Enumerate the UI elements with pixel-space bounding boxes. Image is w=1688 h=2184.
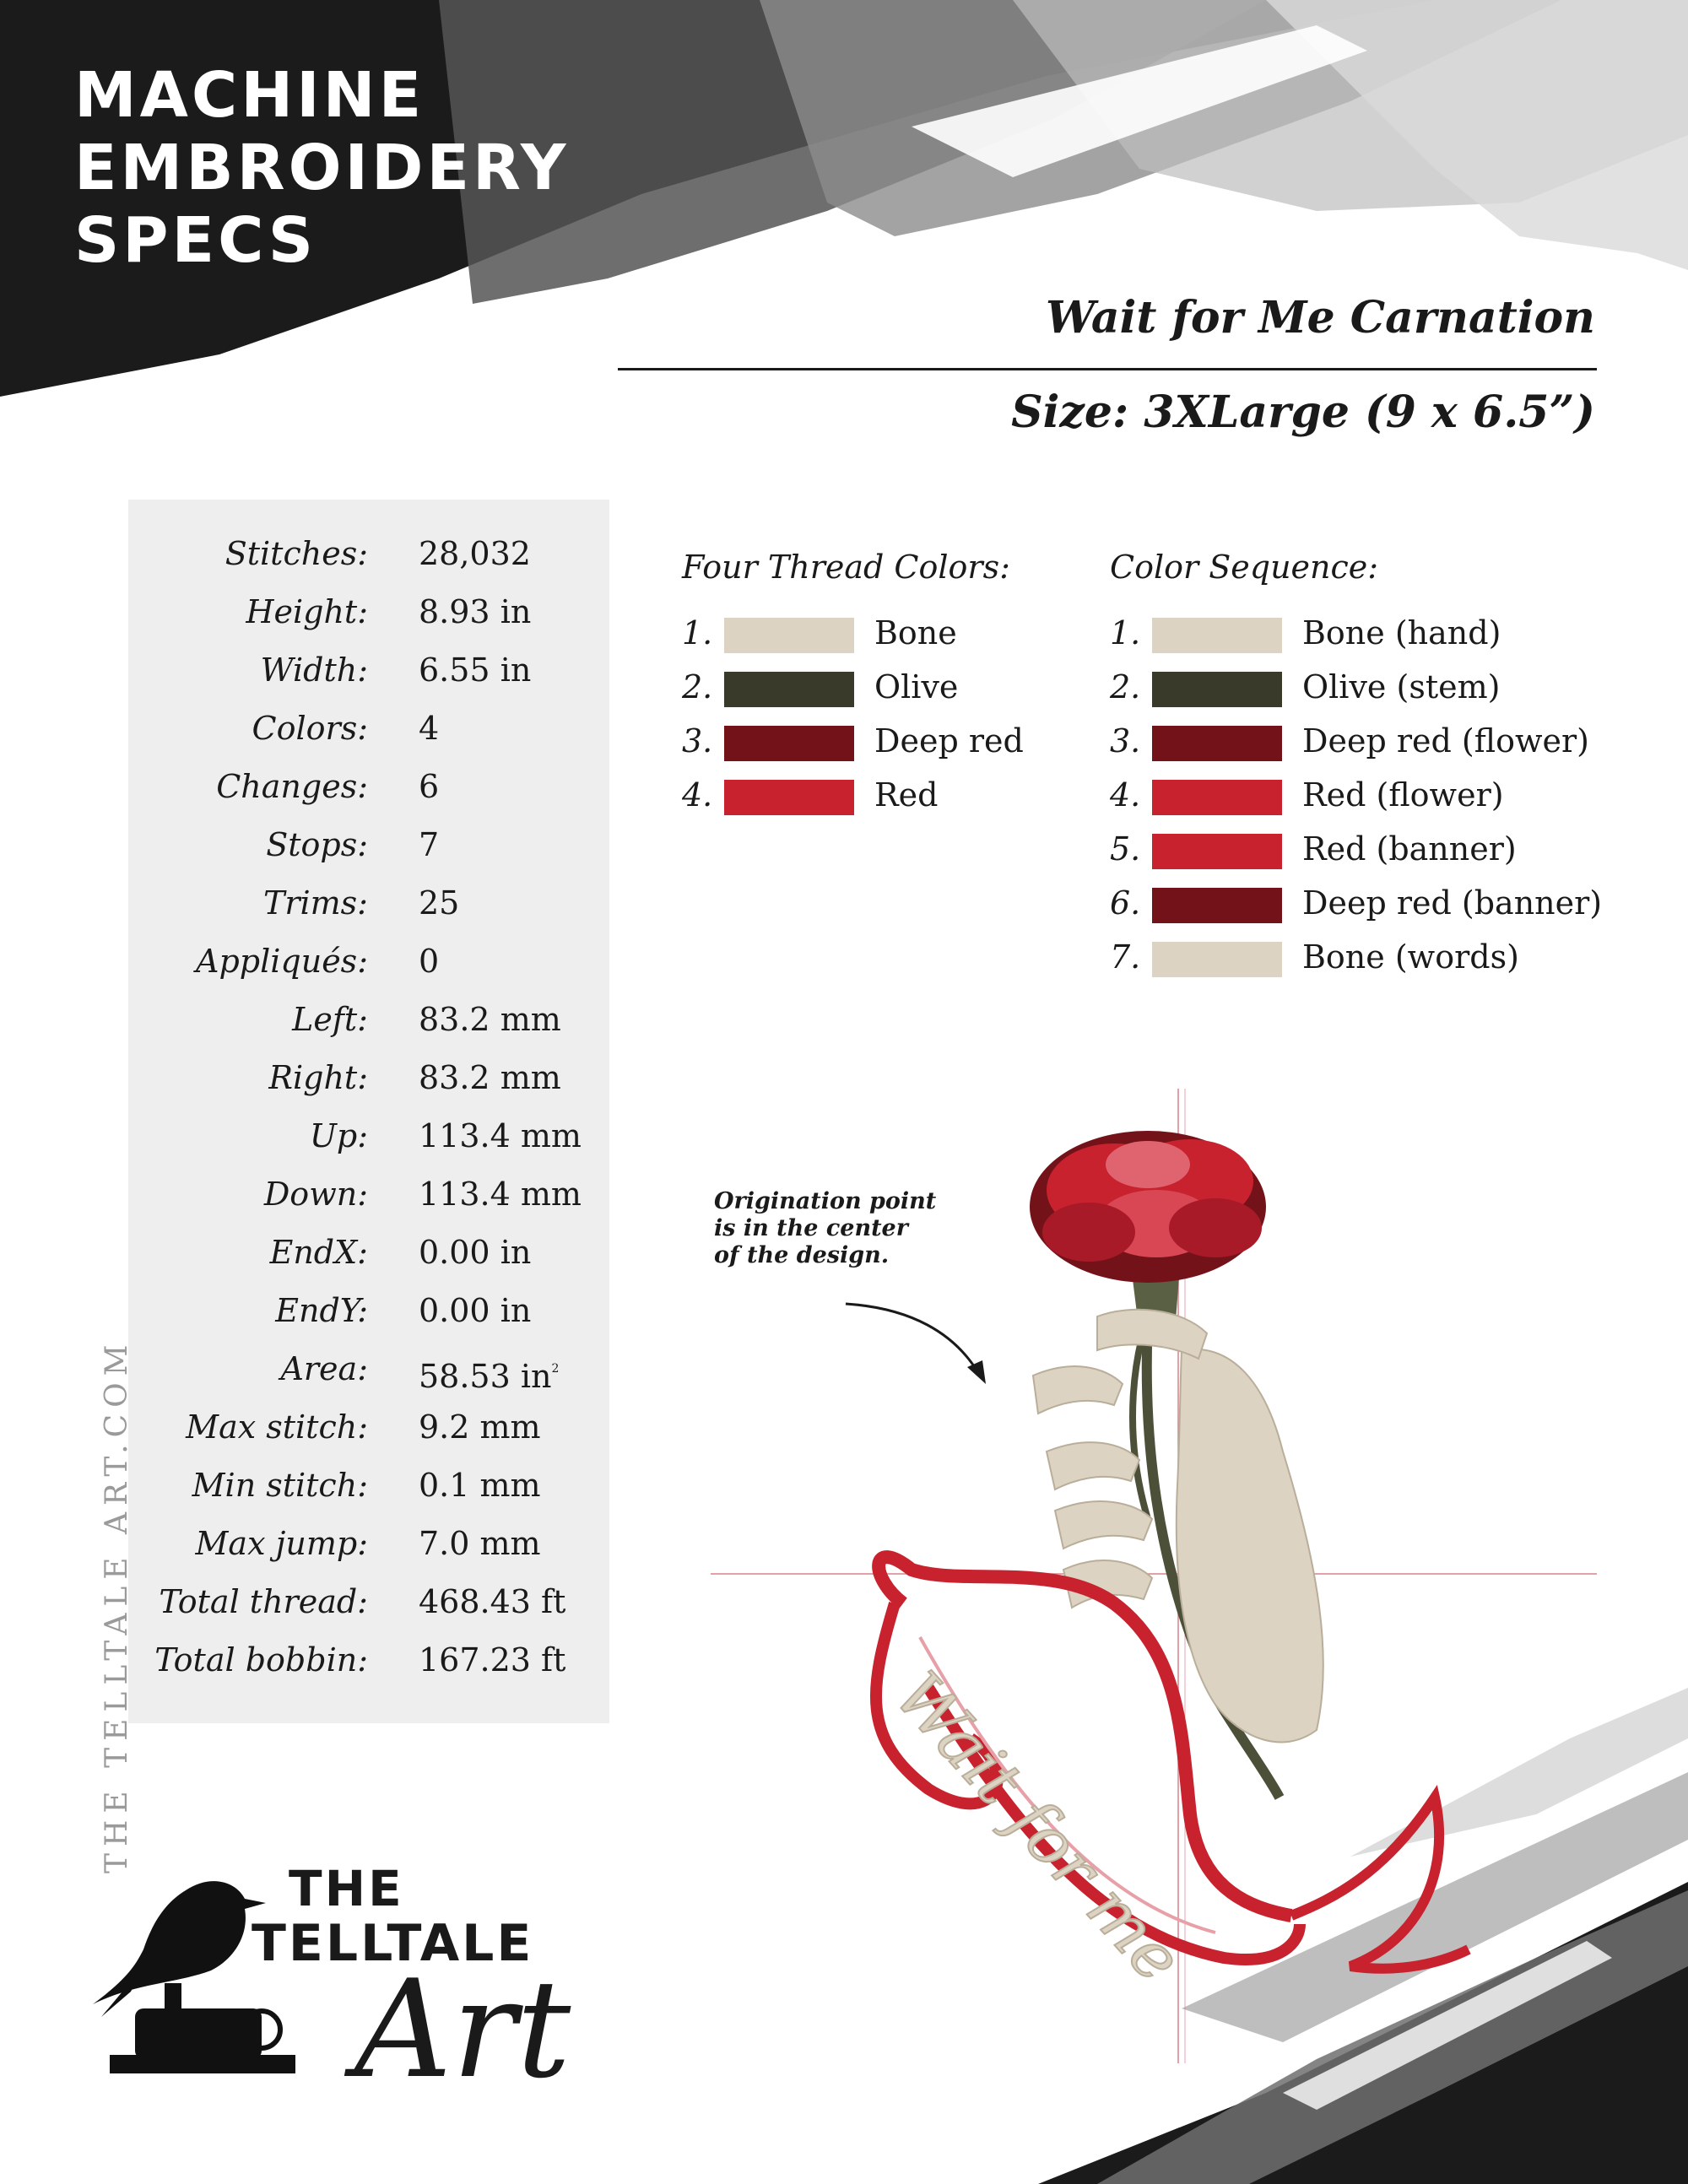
spec-value: 7 [419, 826, 440, 863]
origination-callout [714, 1188, 936, 1269]
spec-row [128, 1457, 609, 1515]
spec-value: 9.2 mm [419, 1408, 541, 1446]
spec-row [128, 1224, 609, 1282]
color-swatch [724, 672, 854, 707]
item-number: 3. [682, 722, 713, 760]
color-swatch [1152, 618, 1282, 653]
item-number: 2. [1110, 668, 1141, 705]
spec-row [128, 933, 609, 991]
color-swatch [724, 618, 854, 653]
spec-label: Colors: [252, 710, 368, 747]
callout-line: of the design. [714, 1242, 890, 1268]
color-name: Deep red [874, 722, 1024, 760]
spec-label: Total bobbin: [154, 1641, 368, 1679]
spec-row [128, 1573, 609, 1631]
color-name: Red (banner) [1302, 830, 1517, 868]
spec-value: 4 [419, 710, 440, 747]
color-name: Olive [874, 668, 959, 705]
color-sequence-item [1110, 714, 1616, 768]
spec-label: Width: [260, 651, 368, 689]
spec-value: 6 [419, 768, 440, 805]
color-name: Olive (stem) [1302, 668, 1501, 705]
logo-line-telltale: TELLTALE [252, 1914, 534, 1973]
logo-line-art: Art [354, 1950, 571, 2108]
spec-label: Left: [292, 1001, 368, 1038]
color-name: Red [874, 776, 939, 814]
spec-row [128, 816, 609, 874]
spec-row [128, 1515, 609, 1573]
spec-row [128, 1107, 609, 1165]
item-number: 1. [1110, 614, 1141, 651]
spec-row [128, 991, 609, 1049]
spec-label: Stitches: [225, 535, 368, 572]
color-swatch [724, 726, 854, 761]
item-number: 4. [682, 776, 713, 814]
spec-row [128, 525, 609, 583]
color-sequence-item [1110, 930, 1616, 984]
color-swatch [724, 780, 854, 815]
brand-logo [84, 1857, 625, 2110]
spec-label: Appliqués: [196, 943, 368, 980]
logo-line-the: THE [289, 1860, 404, 1917]
color-swatch [1152, 888, 1282, 923]
spec-label: EndX: [269, 1234, 368, 1271]
carnation-flower [1030, 1131, 1266, 1283]
page-title-line: EMBROIDERY [74, 132, 570, 204]
spec-row [128, 1049, 609, 1107]
spec-row [128, 758, 609, 816]
spec-row [128, 641, 609, 700]
color-sequence-item [1110, 876, 1616, 930]
thread-colors-heading: Four Thread Colors: [682, 549, 1010, 586]
spec-value: 0 [419, 943, 440, 980]
page-title-line: SPECS [74, 204, 317, 277]
page-title [74, 59, 570, 277]
spec-row [128, 1398, 609, 1457]
spec-label: EndY: [275, 1292, 368, 1329]
spec-value: 468.43 ft [419, 1583, 566, 1620]
callout-line: is in the center [714, 1215, 908, 1241]
color-sequence-item [1110, 606, 1616, 660]
banner-text: Wait for me [880, 1658, 1197, 1997]
thread-colors-list [682, 606, 1155, 825]
color-swatch [1152, 834, 1282, 869]
spec-row [128, 1340, 609, 1398]
spec-value: 83.2 mm [419, 1059, 561, 1096]
spec-value: 167.23 ft [419, 1641, 566, 1679]
thread-color-item [682, 714, 1155, 768]
color-swatch [1152, 672, 1282, 707]
spec-label: Max jump: [195, 1525, 368, 1562]
spec-label: Up: [309, 1117, 368, 1154]
color-swatch [1152, 726, 1282, 761]
spec-value: 0.00 in [419, 1234, 532, 1271]
thread-color-item [682, 606, 1155, 660]
spec-row [128, 874, 609, 933]
spec-label: Stops: [266, 826, 368, 863]
spec-value: 0.00 in [419, 1292, 532, 1329]
item-number: 3. [1110, 722, 1141, 760]
title-divider [618, 368, 1597, 370]
vertical-website-url: THE TELLTALE ART.COM [100, 1338, 134, 1873]
spec-label: Max stitch: [186, 1408, 368, 1446]
item-number: 2. [682, 668, 713, 705]
color-sequence-heading: Color Sequence: [1110, 549, 1379, 586]
color-swatch [1152, 942, 1282, 977]
spec-value: 83.2 mm [419, 1001, 561, 1038]
color-sequence-item [1110, 768, 1616, 822]
spec-label: Right: [268, 1059, 368, 1096]
design-name: Wait for Me Carnation [1046, 292, 1595, 343]
color-name: Bone (hand) [1302, 614, 1501, 651]
spec-row [128, 1282, 609, 1340]
spec-label: Down: [263, 1176, 368, 1213]
spec-value: 8.93 in [419, 593, 532, 630]
squared-superscript: 2 [551, 1362, 560, 1376]
thread-color-item [682, 660, 1155, 714]
color-name: Red (flower) [1302, 776, 1504, 814]
spec-value: 113.4 mm [419, 1176, 582, 1213]
spec-row [128, 700, 609, 758]
spec-value: 113.4 mm [419, 1117, 582, 1154]
color-name: Bone [874, 614, 957, 651]
item-number: 5. [1110, 830, 1141, 868]
spec-row [128, 583, 609, 641]
spec-row [128, 1165, 609, 1224]
spec-value: 0.1 mm [419, 1467, 541, 1504]
item-number: 1. [682, 614, 713, 651]
color-swatch [1152, 780, 1282, 815]
color-name: Deep red (flower) [1302, 722, 1589, 760]
spec-value: 6.55 in [419, 651, 532, 689]
thread-color-item [682, 768, 1155, 822]
color-name: Bone (words) [1302, 938, 1519, 976]
item-number: 4. [1110, 776, 1141, 814]
callout-line: Origination point [714, 1188, 937, 1214]
color-name: Deep red (banner) [1302, 884, 1603, 922]
item-number: 6. [1110, 884, 1141, 922]
callout-arrowhead [967, 1360, 986, 1384]
spec-label: Changes: [216, 768, 368, 805]
item-number: 7. [1110, 938, 1141, 976]
spec-label: Min stitch: [192, 1467, 368, 1504]
spec-label: Height: [246, 593, 368, 630]
callout-arrow [846, 1304, 977, 1371]
spec-value: 7.0 mm [419, 1525, 541, 1562]
color-sequence-item [1110, 660, 1616, 714]
spec-value: 25 [419, 884, 460, 922]
spec-row [128, 1631, 609, 1689]
page-title-line: MACHINE [74, 59, 425, 132]
design-size: Size: 3XLarge (9 x 6.5”) [1011, 387, 1595, 438]
specs-panel [128, 500, 609, 1723]
spec-label: Total thread: [159, 1583, 368, 1620]
color-sequence-item [1110, 822, 1616, 876]
spec-label: Area: [280, 1350, 368, 1387]
spec-label: Trims: [262, 884, 368, 922]
spec-value: 28,032 [419, 535, 531, 572]
spec-value [419, 1340, 559, 1406]
spec-value-text: 58.53 in [419, 1358, 552, 1395]
color-sequence-list [1110, 606, 1616, 986]
